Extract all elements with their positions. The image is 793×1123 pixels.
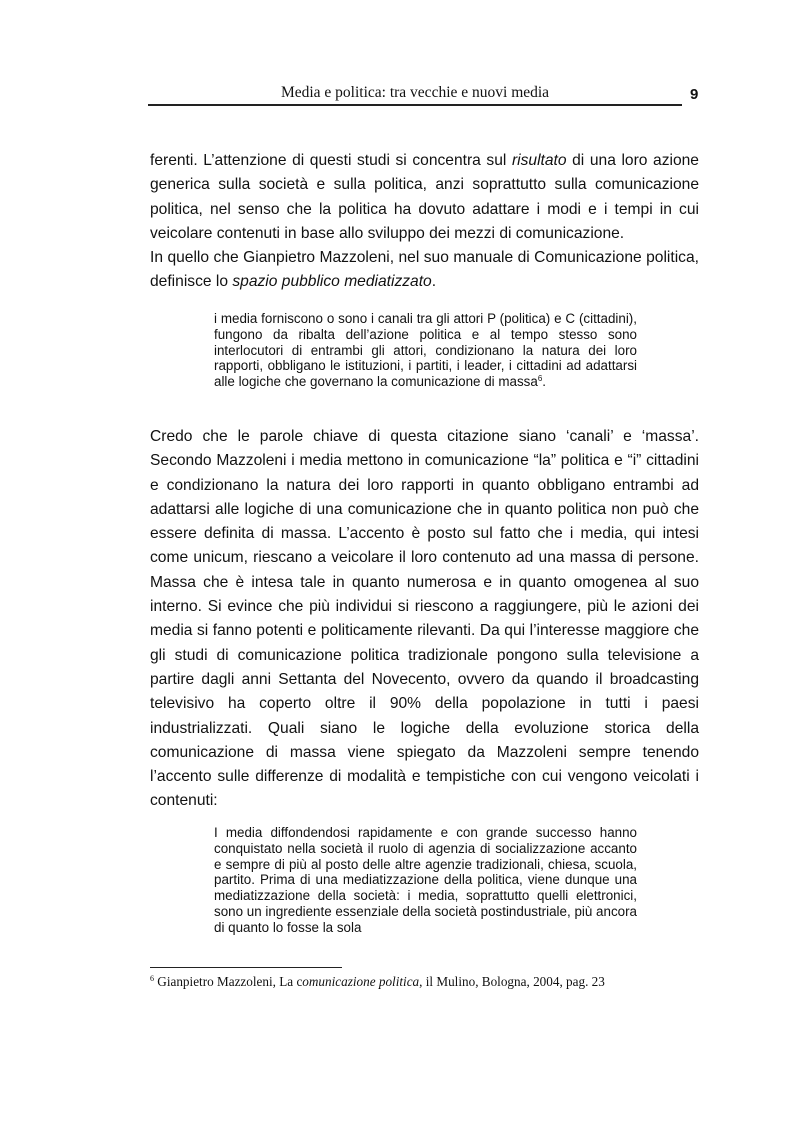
footnote xyxy=(150,974,605,990)
footnote-italic: omunicazione politica xyxy=(302,974,420,989)
quote-1-text: i media forniscono o sono i canali tra gli attori P (politica) e C (cittadini), fungono da ribalta dell’azione politica e al tempo stesso sono interlocutori di entrambi gli attori, condizionano la natura dei loro rapporti, obbligano le istituzioni, i partiti, i leader, i cittadini ad adattarsi alle logiche che governano la comunicazione di massa xyxy=(214,311,637,390)
paragraph-1-italic: risultato xyxy=(511,152,567,169)
body-text-top xyxy=(150,149,699,295)
footnote-separator xyxy=(150,967,342,968)
paragraph-1-text-b: di una loro azione generica sulla società e sulla politica, anzi soprattutto sulla comunicazione politica, nel senso che la politica ha dovuto adattare i modi e i tempi in cui veicolare contenuti in base allo sviluppo dei mezzi di comunicazione. xyxy=(150,152,699,242)
paragraph-2-text-b: . xyxy=(431,273,437,291)
running-title: Media e politica: tra vecchie e nuovi media xyxy=(280,84,550,101)
paragraph-2-italic: spazio pubblico mediatizzato xyxy=(232,273,432,291)
running-header xyxy=(148,84,682,106)
paragraph-2 xyxy=(150,246,699,295)
block-quote-1 xyxy=(214,311,637,390)
footnote-number: 6 xyxy=(150,974,154,983)
footnote-text-b: , il Mulino, Bologna, 2004, pag. 23 xyxy=(419,974,605,989)
paragraph-1 xyxy=(150,149,699,246)
page-number: 9 xyxy=(690,86,699,103)
footnote-reference: 6 xyxy=(537,374,543,384)
paragraph-2-text-a: In quello che Gianpietro Mazzoleni, nel suo manuale di Comunicazione politica, definisce lo xyxy=(150,249,699,291)
block-quote-2 xyxy=(214,825,637,936)
quote-2-text: I media diffondendosi rapidamente e con grande successo hanno conquistato nella società il ruolo di agenzia di socializzazione accanto e sempre di più al posto delle altre agenzie tradizionali, chiesa, scuola, partito. Prima di una mediatizzazione della politica, viene dunque una mediatizzazione della società: i media, soprattutto quelli elettronici, sono un ingrediente essenziale della società postindustriale, più ancora di quanto lo fosse la sola xyxy=(214,825,637,935)
paragraph-1-text-a: ferenti. L’attenzione di questi studi si concentra sul xyxy=(150,152,512,169)
footnote-text-a: Gianpietro Mazzoleni, La c xyxy=(154,974,303,989)
paragraph-3: Credo che le parole chiave di questa citazione siano ‘canali’ e ‘massa’. Secondo Mazzoleni i media mettono in comunicazione “la” politica e “i” cittadini e condizionano la natura dei loro rapporti in quanto obbligano entrambi ad adattarsi alle logiche di una comunicazione che in quanto politica non può che essere definita di massa. L’accento è posto sul fatto che i media, qui intesi come unicum, riescano a veicolare il loro contenuto ad una massa di persone. Massa che è intesa tale in quanto numerosa e in quanto omogenea al suo interno. Si evince che più individui si riescono a raggiungere, più le azioni dei media si fanno potenti e politicamente rilevanti. Da qui l’interesse maggiore che gli studi di comunicazione politica tradizionale pongono sulla televisione a partire dagli anni Settanta del Novecento, ovvero da quando il broadcasting televisivo ha coperto oltre il 90% della popolazione in tutti i paesi industrializzati. Quali siano le logiche della evoluzione storica della comunicazione di massa viene spiegato da Mazzoleni sempre tenendo l’accento sulle differenze di modalità e tempistiche con cui vengono veicolati i contenuti: xyxy=(150,428,699,810)
quote-1-end: . xyxy=(542,374,546,390)
body-text-middle xyxy=(150,425,699,814)
